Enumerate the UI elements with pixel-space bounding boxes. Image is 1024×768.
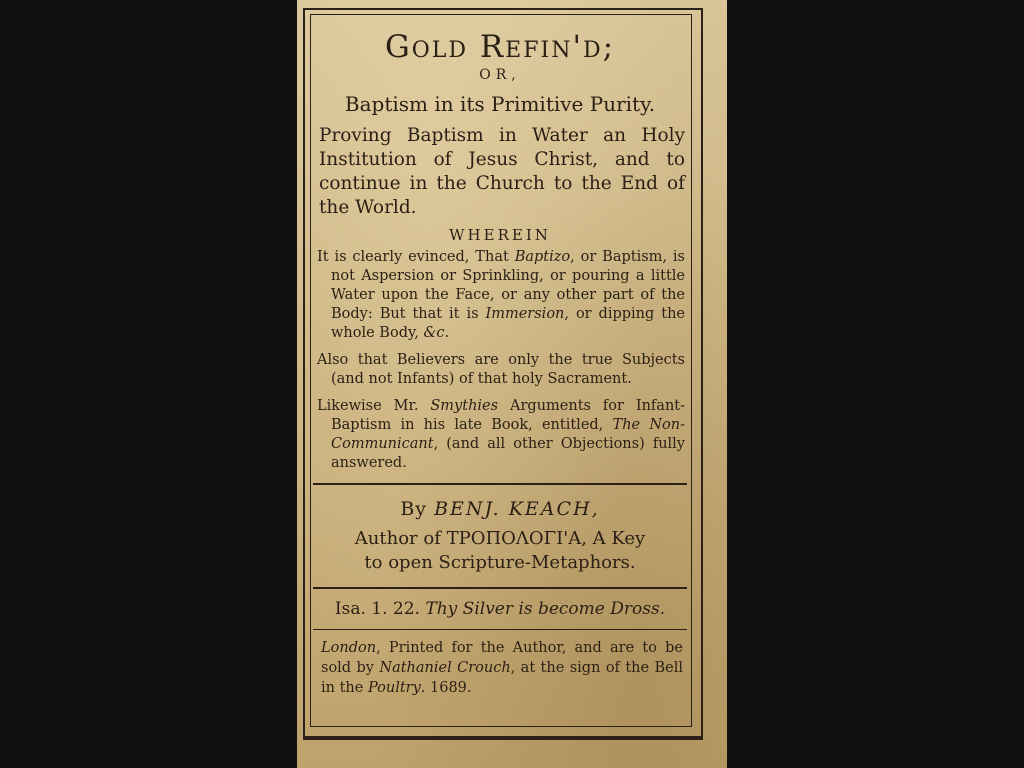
right-border-rule	[701, 10, 703, 734]
imprint: London, Printed for the Author, and are to be sold by Nathaniel Crouch, at the sign of the Bell in the Poultry. 1689.	[321, 640, 683, 696]
bottom-border-rule	[303, 738, 703, 740]
title-page	[297, 0, 727, 768]
author-credit-line-2: to open Scripture-Metaphors.	[364, 552, 636, 573]
divider-rule	[313, 587, 687, 589]
author-credit	[313, 527, 687, 575]
book-subtitle: Baptism in its Primitive Purity.	[344, 92, 656, 116]
description-proving: Proving Baptism in Water an Holy Institution of Jesus Christ, and to continue in the Church to the End of the World.	[319, 125, 685, 218]
divider-rule	[313, 629, 687, 630]
or-line: OR,	[479, 67, 521, 83]
divider-rule	[313, 483, 687, 485]
wherein-heading: WHEREIN	[449, 226, 551, 244]
author-byline: By BENJ. KEACH,	[400, 498, 600, 520]
author-credit-line-1: Author of ΤΡΟΠΟΛΟΓΙ'Α, A Key	[354, 528, 646, 549]
book-title: Gold Refin'd;	[384, 29, 616, 65]
paragraph-smythies: Likewise Mr. Smythies Arguments for Infant-Baptism in his late Book, entitled, The Non-Communicant, (and all other Objections) fully answered.	[317, 398, 686, 471]
scripture-epigraph: Isa. 1. 22. Thy Silver is become Dross.	[334, 599, 666, 619]
paragraph-believers: Also that Believers are only the true Subjects (and not Infants) of that holy Sacrament.	[317, 352, 685, 387]
title-page-content	[313, 16, 687, 698]
paragraph-baptism: It is clearly evinced, That Baptizo, or Baptism, is not Aspersion or Sprinkling, or pouring a little Water upon the Face, or any other part of the Body: But that it is Immersion, or dipping the whole Body, &c.	[317, 249, 685, 341]
